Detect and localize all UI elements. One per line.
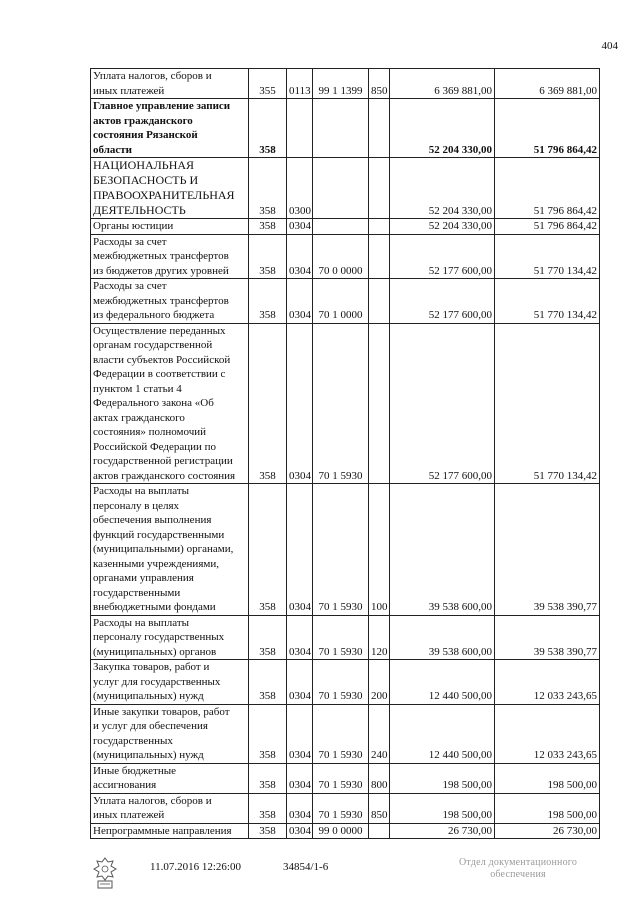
table-row <box>91 234 600 279</box>
cell-target-article: 70 1 5930 <box>313 793 369 823</box>
cell-target-article: 99 0 0000 <box>313 823 369 839</box>
cell-name: Осуществление переданных органам государственной власти субъектов Российской Федерации в соответствии с пунктом 1 статьи 4 Федерального закона «Об актах гражданского состояния» полномочий Российской Федерации по государственной регистрации актов гражданского состояния <box>91 323 249 484</box>
cell-section-code: 0304 <box>287 823 313 839</box>
cell-expense-type: 200 <box>369 660 390 705</box>
table-row <box>91 793 600 823</box>
cell-executed-sum: 51 770 134,42 <box>495 234 600 279</box>
cell-target-article: 70 1 5930 <box>313 704 369 763</box>
cell-expense-type <box>369 823 390 839</box>
cell-ministry-code: 358 <box>249 615 287 660</box>
cell-ministry-code: 358 <box>249 158 287 219</box>
cell-executed-sum: 51 796 864,42 <box>495 99 600 158</box>
cell-section-code: 0304 <box>287 234 313 279</box>
cell-approved-sum: 39 538 600,00 <box>390 615 495 660</box>
table-row <box>91 158 600 219</box>
cell-section-code: 0113 <box>287 69 313 99</box>
coat-of-arms-icon <box>92 856 118 890</box>
cell-approved-sum: 6 369 881,00 <box>390 69 495 99</box>
cell-executed-sum: 51 770 134,42 <box>495 323 600 484</box>
cell-section-code: 0300 <box>287 158 313 219</box>
cell-approved-sum: 12 440 500,00 <box>390 704 495 763</box>
cell-ministry-code: 358 <box>249 793 287 823</box>
cell-ministry-code: 358 <box>249 660 287 705</box>
cell-expense-type <box>369 234 390 279</box>
cell-section-code: 0304 <box>287 660 313 705</box>
table-row <box>91 279 600 324</box>
cell-ministry-code: 358 <box>249 823 287 839</box>
table-row <box>91 99 600 158</box>
cell-approved-sum: 52 204 330,00 <box>390 158 495 219</box>
cell-name: Расходы на выплаты персоналу в целях обеспечения выполнения функций государственными (муниципальными) органами, казенными учреждениями, органами управления государственными внебюджетными фондами <box>91 484 249 616</box>
table-row <box>91 660 600 705</box>
cell-ministry-code: 358 <box>249 484 287 616</box>
cell-name: Уплата налогов, сборов и иных платежей <box>91 69 249 99</box>
cell-executed-sum: 51 770 134,42 <box>495 279 600 324</box>
table-body <box>91 69 600 839</box>
cell-expense-type <box>369 99 390 158</box>
cell-executed-sum: 39 538 390,77 <box>495 484 600 616</box>
cell-ministry-code: 358 <box>249 279 287 324</box>
cell-approved-sum: 52 177 600,00 <box>390 279 495 324</box>
cell-approved-sum: 12 440 500,00 <box>390 660 495 705</box>
cell-expense-type <box>369 219 390 235</box>
cell-name: Закупка товаров, работ и услуг для государственных (муниципальных) нужд <box>91 660 249 705</box>
cell-name: НАЦИОНАЛЬНАЯ БЕЗОПАСНОСТЬ И ПРАВООХРАНИТЕЛЬНАЯ ДЕЯТЕЛЬНОСТЬ <box>91 158 249 219</box>
cell-section-code: 0304 <box>287 484 313 616</box>
table-row <box>91 615 600 660</box>
cell-ministry-code: 358 <box>249 763 287 793</box>
cell-name: Расходы на выплаты персоналу государственных (муниципальных) органов <box>91 615 249 660</box>
cell-expense-type: 100 <box>369 484 390 616</box>
cell-expense-type <box>369 323 390 484</box>
cell-target-article <box>313 219 369 235</box>
cell-approved-sum: 52 204 330,00 <box>390 99 495 158</box>
cell-expense-type <box>369 158 390 219</box>
cell-name: Иные бюджетные ассигнования <box>91 763 249 793</box>
cell-executed-sum: 12 033 243,65 <box>495 660 600 705</box>
cell-expense-type: 850 <box>369 69 390 99</box>
cell-ministry-code: 358 <box>249 219 287 235</box>
cell-expense-type: 850 <box>369 793 390 823</box>
cell-executed-sum: 6 369 881,00 <box>495 69 600 99</box>
cell-name: Непрограммные направления <box>91 823 249 839</box>
cell-target-article: 70 1 5930 <box>313 763 369 793</box>
cell-executed-sum: 51 796 864,42 <box>495 219 600 235</box>
cell-executed-sum: 26 730,00 <box>495 823 600 839</box>
cell-target-article <box>313 99 369 158</box>
cell-approved-sum: 39 538 600,00 <box>390 484 495 616</box>
cell-expense-type: 240 <box>369 704 390 763</box>
cell-expense-type: 800 <box>369 763 390 793</box>
department-stamp: Отдел документационного обеспечения <box>458 857 578 880</box>
table-row <box>91 219 600 235</box>
table-row <box>91 763 600 793</box>
cell-name: Расходы за счет межбюджетных трансфертов из бюджетов других уровней <box>91 234 249 279</box>
cell-section-code <box>287 99 313 158</box>
cell-approved-sum: 26 730,00 <box>390 823 495 839</box>
cell-section-code: 0304 <box>287 793 313 823</box>
cell-expense-type: 120 <box>369 615 390 660</box>
cell-target-article: 70 1 5930 <box>313 615 369 660</box>
cell-ministry-code: 358 <box>249 704 287 763</box>
cell-section-code: 0304 <box>287 763 313 793</box>
cell-target-article: 70 1 5930 <box>313 660 369 705</box>
cell-section-code: 0304 <box>287 279 313 324</box>
table-row <box>91 69 600 99</box>
cell-section-code: 0304 <box>287 704 313 763</box>
cell-expense-type <box>369 279 390 324</box>
cell-name: Органы юстиции <box>91 219 249 235</box>
cell-section-code: 0304 <box>287 219 313 235</box>
table-row <box>91 484 600 616</box>
page-number: 404 <box>601 40 618 52</box>
cell-executed-sum: 198 500,00 <box>495 763 600 793</box>
cell-target-article: 70 1 5930 <box>313 484 369 616</box>
cell-executed-sum: 12 033 243,65 <box>495 704 600 763</box>
cell-ministry-code: 358 <box>249 99 287 158</box>
footer-datetime: 11.07.2016 12:26:00 <box>150 861 241 873</box>
cell-ministry-code: 355 <box>249 69 287 99</box>
cell-executed-sum: 198 500,00 <box>495 793 600 823</box>
cell-section-code: 0304 <box>287 323 313 484</box>
cell-target-article: 99 1 1399 <box>313 69 369 99</box>
cell-approved-sum: 198 500,00 <box>390 763 495 793</box>
cell-target-article: 70 1 0000 <box>313 279 369 324</box>
cell-executed-sum: 39 538 390,77 <box>495 615 600 660</box>
cell-name: Уплата налогов, сборов и иных платежей <box>91 793 249 823</box>
table-row <box>91 704 600 763</box>
cell-executed-sum: 51 796 864,42 <box>495 158 600 219</box>
cell-approved-sum: 52 177 600,00 <box>390 234 495 279</box>
cell-name: Иные закупки товаров, работ и услуг для обеспечения государственных (муниципальных) нужд <box>91 704 249 763</box>
cell-approved-sum: 52 177 600,00 <box>390 323 495 484</box>
cell-approved-sum: 52 204 330,00 <box>390 219 495 235</box>
cell-approved-sum: 198 500,00 <box>390 793 495 823</box>
table-row <box>91 323 600 484</box>
cell-section-code: 0304 <box>287 615 313 660</box>
cell-name: Главное управление записи актов гражданского состояния Рязанской области <box>91 99 249 158</box>
cell-target-article: 70 1 5930 <box>313 323 369 484</box>
budget-table <box>90 68 600 839</box>
cell-name: Расходы за счет межбюджетных трансфертов из федерального бюджета <box>91 279 249 324</box>
cell-target-article: 70 0 0000 <box>313 234 369 279</box>
table-row <box>91 823 600 839</box>
footer-doc-number: 34854/1-6 <box>283 861 329 873</box>
cell-ministry-code: 358 <box>249 323 287 484</box>
cell-target-article <box>313 158 369 219</box>
cell-ministry-code: 358 <box>249 234 287 279</box>
